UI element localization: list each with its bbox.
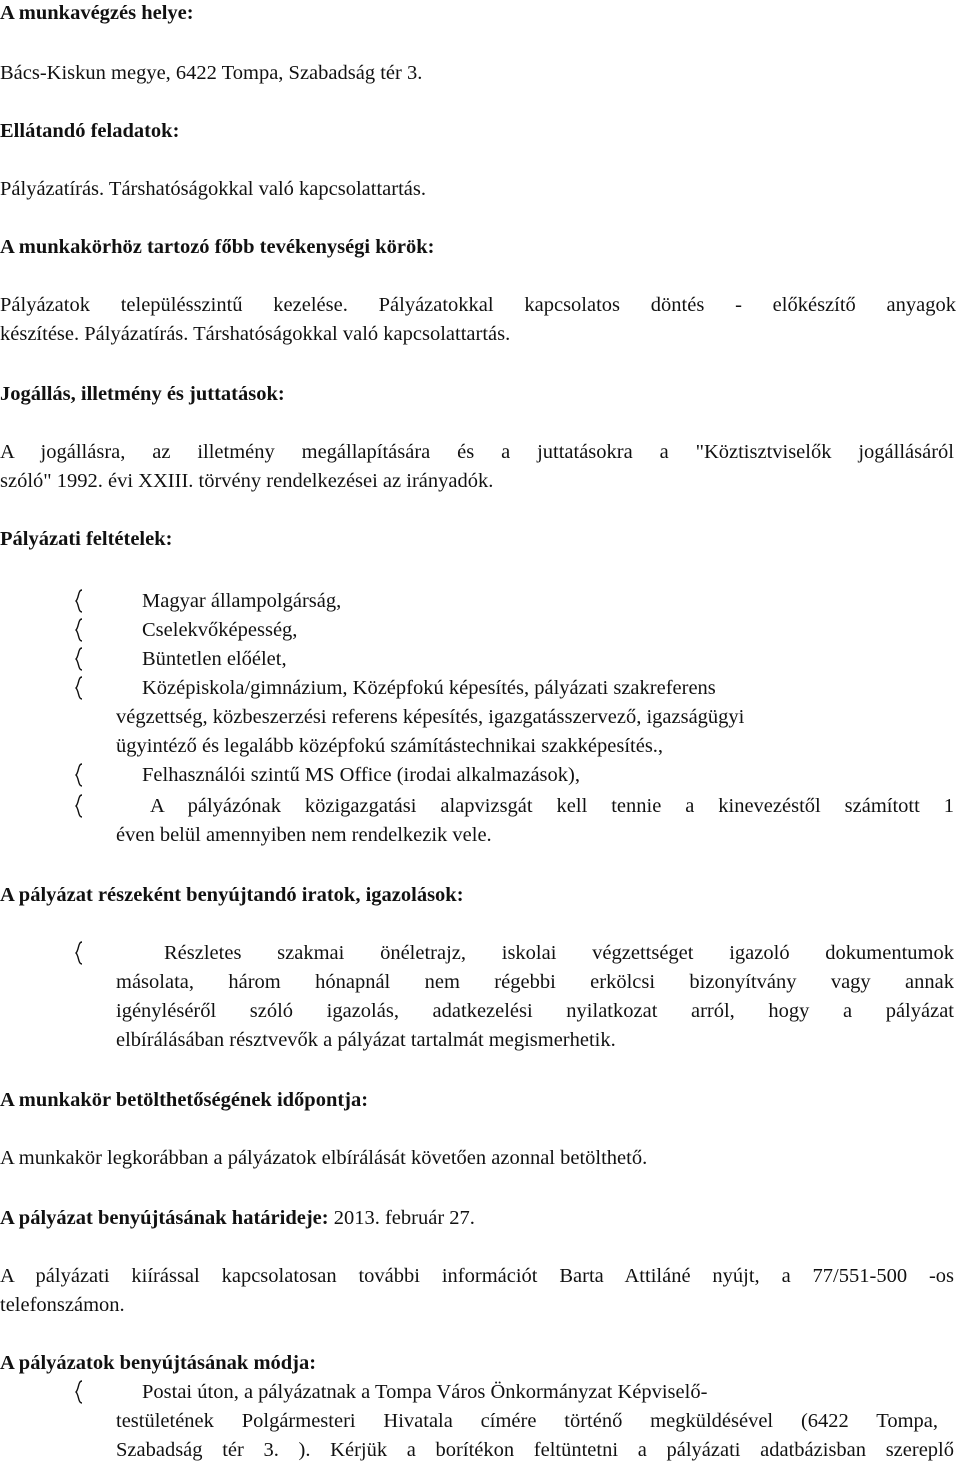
bracket-bullet-icon [72, 940, 86, 966]
munkavegzes-helye-text: Bács-Kiskun megye, 6422 Tompa, Szabadság tér 3. [0, 62, 423, 84]
section-heading-benyujtas-modja: A pályázatok benyújtásának módja: [0, 1352, 317, 1374]
iratok-text-line: igényléséről szóló igazolás, adatkezelési nyilatkozat arról, hogy a pályázat [116, 1000, 954, 1022]
section-heading-tevekenysegi-korok: A munkakörhöz tartozó főbb tevékenységi körök: [0, 236, 435, 258]
info-text-line: A pályázati kiírással kapcsolatosan további információt Barta Attiláné nyújt, a 77/551-500 -os [0, 1265, 954, 1287]
section-heading-iratok: A pályázat részeként benyújtandó iratok, igazolások: [0, 884, 464, 906]
feltetel-list-item-continuation: ügyintéző és legalább középfokú számítástechnikai szakképesítés., [116, 735, 664, 757]
benyujtasi-hatarido [0, 1205, 475, 1231]
iratok-text-line: Részletes szakmai önéletrajz, iskolai végzettséget igazoló dokumentumok [164, 942, 954, 964]
section-heading-ellatando-feladatok: Ellátandó feladatok: [0, 120, 180, 142]
tevekenysegi-korok-line: Pályázatok településszintű kezelése. Pályázatokkal kapcsolatos döntés - előkészítő anyagok [0, 294, 956, 316]
feltetel-list-item-continuation: végzettség, közbeszerzési referens képesítés, igazgatásszervező, igazságügyi [116, 706, 745, 728]
jogallas-text-line: A jogállásra, az illetmény megállapítására és a juttatásokra a "Köztisztviselők jogállásáról [0, 441, 954, 463]
feltetel-list-item-continuation: éven belül amennyiben nem rendelkezik vele. [116, 824, 492, 846]
benyujtas-modja-line: testületének Polgármesteri Hivatala címére történő megküldésével (6422 Tompa, [116, 1410, 938, 1432]
benyujtas-modja-line: Postai úton, a pályázatnak a Tompa Város Önkormányzat Képviselő- [142, 1381, 708, 1403]
feltetel-list-item: Középiskola/gimnázium, Középfokú képesítés, pályázati szakreferens [142, 677, 716, 699]
feltetel-list-item: A pályázónak közigazgatási alapvizsgát kell tennie a kinevezéstől számított 1 [150, 795, 954, 817]
info-text-line: telefonszámon. [0, 1294, 125, 1316]
hatarido-label: A pályázat benyújtásának határideje: [0, 1207, 329, 1229]
bracket-bullet-icon [72, 588, 86, 614]
bracket-bullet-icon [72, 1379, 86, 1405]
hatarido-value: 2013. február 27. [328, 1207, 475, 1229]
bracket-bullet-icon [72, 617, 86, 643]
section-heading-munkavegzes-helye: A munkavégzés helye: [0, 2, 194, 24]
bracket-bullet-icon [72, 646, 86, 672]
iratok-text-line: másolata, három hónapnál nem régebbi erkölcsi bizonyítvány vagy annak [116, 971, 954, 993]
iratok-text-line: elbírálásában résztvevők a pályázat tartalmát megismerhetik. [116, 1029, 616, 1051]
bracket-bullet-icon [72, 762, 86, 788]
ellatando-feladatok-text: Pályázatírás. Társhatóságokkal való kapcsolattartás. [0, 178, 426, 200]
feltetel-list-item: Büntetlen előélet, [142, 648, 287, 670]
tevekenysegi-korok-line: készítése. Pályázatírás. Társhatóságokkal való kapcsolattartás. [0, 323, 511, 345]
benyujtas-modja-line: Szabadság tér 3. ). Kérjük a borítékon feltüntetni a pályázati adatbázisban szereplő [116, 1439, 954, 1461]
section-heading-palyazati-feltetelek: Pályázati feltételek: [0, 528, 173, 550]
section-heading-jogallas: Jogállás, illetmény és juttatások: [0, 383, 285, 405]
feltetel-list-item: Magyar állampolgárság, [142, 590, 342, 612]
feltetel-list-item: Felhasználói szintű MS Office (irodai alkalmazások), [142, 764, 580, 786]
jogallas-text-line: szóló" 1992. évi XXIII. törvény rendelkezései az irányadók. [0, 470, 494, 492]
section-heading-betolthetoseg: A munkakör betölthetőségének időpontja: [0, 1089, 369, 1111]
bracket-bullet-icon [72, 793, 86, 819]
bracket-bullet-icon [72, 675, 86, 701]
betolthetoseg-text: A munkakör legkorábban a pályázatok elbírálását követően azonnal betölthető. [0, 1147, 648, 1169]
feltetel-list-item: Cselekvőképesség, [142, 619, 298, 641]
